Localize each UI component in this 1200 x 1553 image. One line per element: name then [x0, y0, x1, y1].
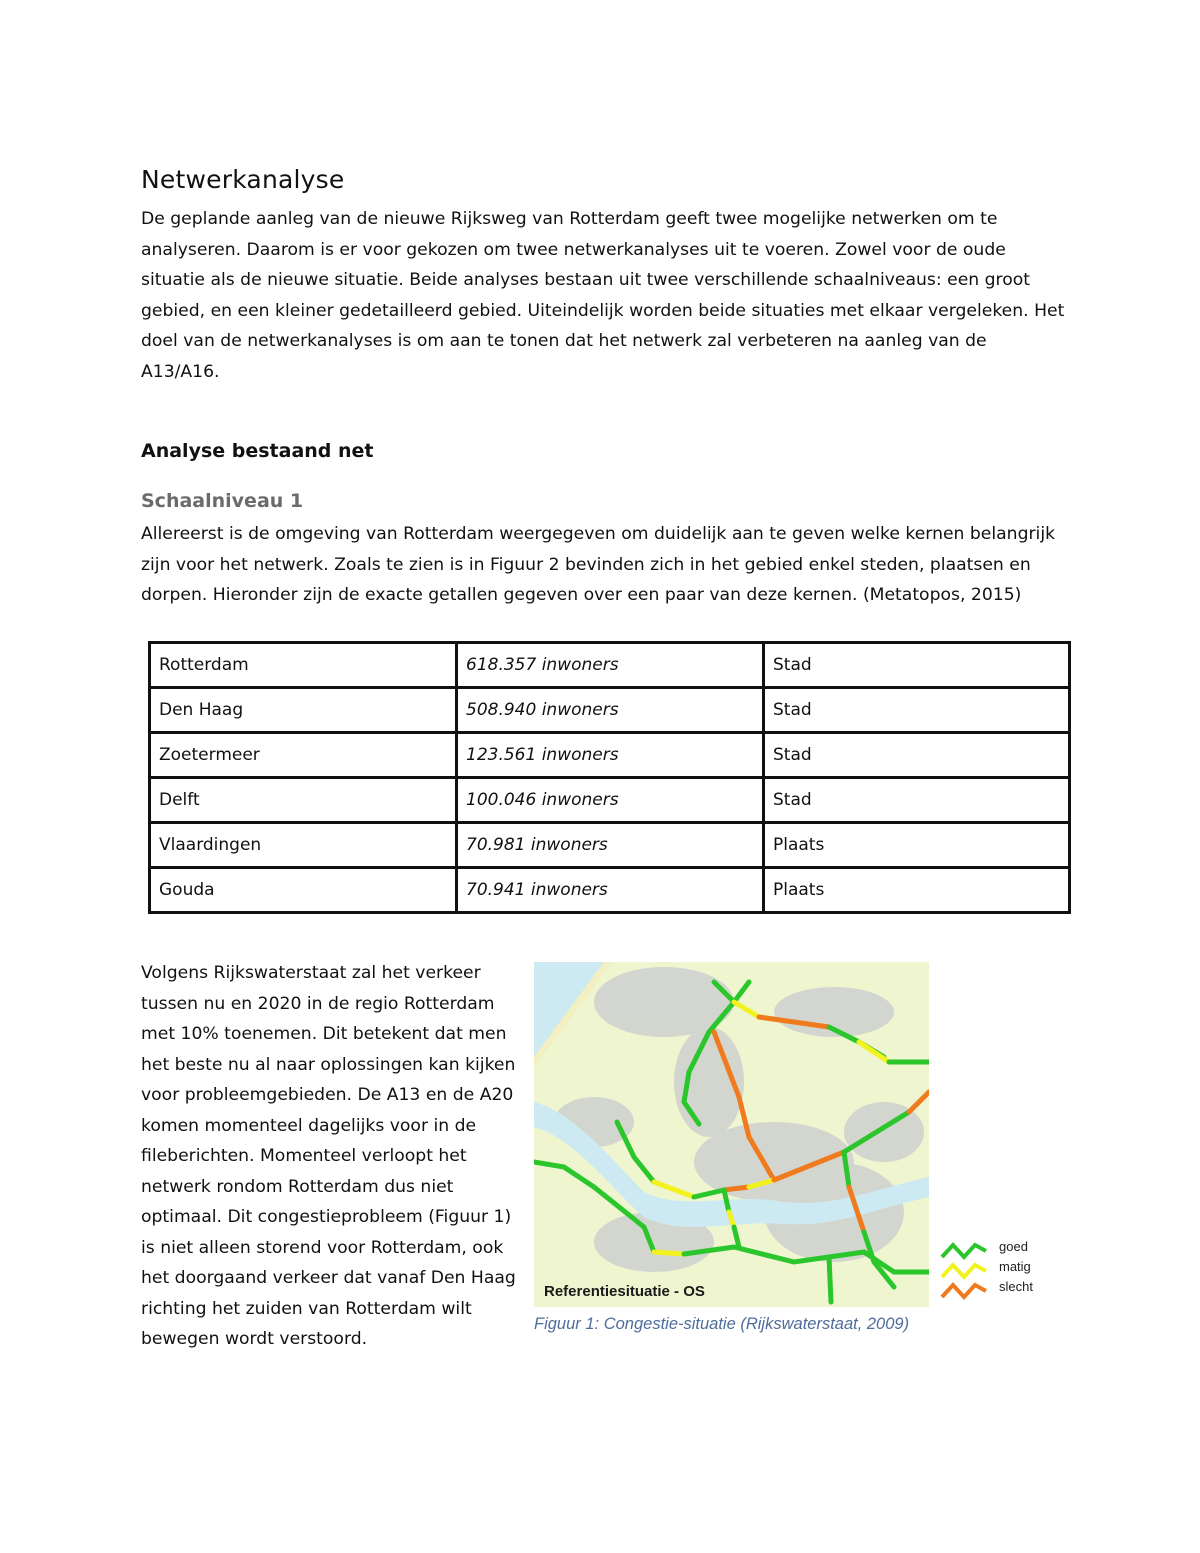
table-row	[150, 643, 1070, 688]
population-cell: 70.941 inwoners	[457, 868, 764, 913]
map-legend	[939, 1237, 1049, 1307]
zigzag-icon-green	[939, 1241, 989, 1261]
figure-caption: Figuur 1: Congestie-situatie (Rijkswaterstaat, 2009)	[534, 1315, 910, 1333]
congestion-paragraph: Volgens Rijkswaterstaat zal het verkeer tussen nu en 2020 in de regio Rotterdam met 10% toenemen. Dit betekent dat men het beste nu al naar oplossingen kan kijken voor probleemgebieden. De A13 en de A20 komen momenteel dagelijks voor in de fileberichten. Momenteel verloopt het netwerk rondom Rotterdam dus niet optimaal. Dit congestieprobleem (Figuur 1) is niet alleen storend voor Rotterdam, ook het doorgaand verkeer dat vanaf Den Haag richting het zuiden van Rotterdam wilt bewegen wordt verstoord.	[141, 963, 516, 1349]
population-cell: 123.561 inwoners	[457, 733, 764, 778]
zigzag-icon-yellow	[939, 1261, 989, 1281]
section-heading: Analyse bestaand net	[141, 440, 374, 462]
type-cell: Stad	[764, 733, 1070, 778]
place-cell: Zoetermeer	[150, 733, 457, 778]
table-row	[150, 733, 1070, 778]
table-row	[150, 823, 1070, 868]
population-cell: 508.940 inwoners	[457, 688, 764, 733]
zigzag-icon-orange	[939, 1281, 989, 1301]
legend-label: slecht	[999, 1279, 1033, 1294]
map-graphic	[534, 962, 929, 1307]
place-cell: Vlaardingen	[150, 823, 457, 868]
population-cell: 70.981 inwoners	[457, 823, 764, 868]
type-cell: Plaats	[764, 868, 1070, 913]
legend-label: goed	[999, 1239, 1028, 1254]
legend-item-goed	[939, 1239, 1049, 1259]
congestion-map	[534, 962, 929, 1307]
map-label: Referentiesituatie - OS	[544, 1283, 705, 1300]
type-cell: Plaats	[764, 823, 1070, 868]
legend-item-slecht	[939, 1279, 1049, 1299]
place-cell: Delft	[150, 778, 457, 823]
subsection-paragraph: Allereerst is de omgeving van Rotterdam weergegeven om duidelijk aan te geven welke kernen belangrijk zijn voor het netwerk. Zoals te zien is in Figuur 2 bevinden zich in het gebied enkel steden, plaatsen en dorpen. Hieronder zijn de exacte getallen gegeven over een paar van deze kernen. (Metatopos, 2015)	[141, 524, 1056, 605]
place-cell: Den Haag	[150, 688, 457, 733]
population-table	[148, 641, 1071, 914]
place-cell: Gouda	[150, 868, 457, 913]
population-cell: 618.357 inwoners	[457, 643, 764, 688]
type-cell: Stad	[764, 643, 1070, 688]
type-cell: Stad	[764, 688, 1070, 733]
table-row	[150, 778, 1070, 823]
subsection-heading: Schaalniveau 1	[141, 490, 304, 512]
table-row	[150, 868, 1070, 913]
population-cell: 100.046 inwoners	[457, 778, 764, 823]
type-cell: Stad	[764, 778, 1070, 823]
place-cell: Rotterdam	[150, 643, 457, 688]
table-row	[150, 688, 1070, 733]
legend-label: matig	[999, 1259, 1031, 1274]
page-title: Netwerkanalyse	[141, 165, 345, 194]
intro-paragraph: De geplande aanleg van de nieuwe Rijksweg van Rotterdam geeft twee mogelijke netwerken om te analyseren. Daarom is er voor gekozen om twee netwerkanalyses uit te voeren. Zowel voor de oude situatie als de nieuwe situatie. Beide analyses bestaan uit twee verschillende schaalniveaus: een groot gebied, en een kleiner gedetailleerd gebied. Uiteindelijk worden beide situaties met elkaar vergeleken. Het doel van de netwerkanalyses is om aan te tonen dat het netwerk zal verbeteren na aanleg van de A13/A16.	[141, 209, 1065, 382]
legend-item-matig	[939, 1259, 1049, 1279]
